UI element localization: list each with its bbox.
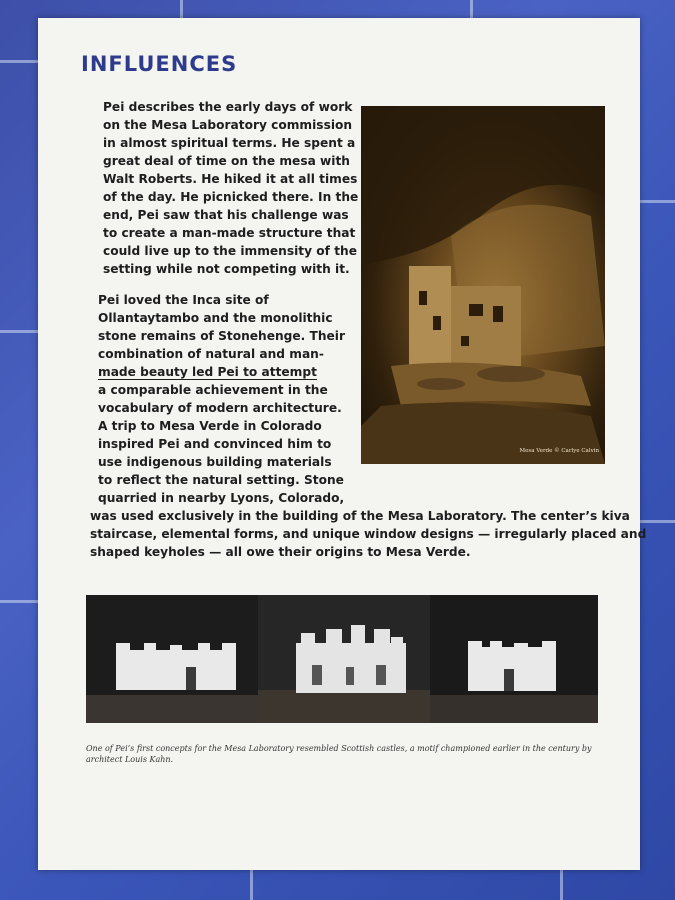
text-line: setting while not competing with it. <box>103 262 350 276</box>
cliff-dwelling-illustration <box>361 106 605 464</box>
text-line: A trip to Mesa Verde in Colorado <box>98 419 322 433</box>
text-line: was used exclusively in the building of the Mesa Laboratory. The center’s kiva <box>90 509 630 523</box>
text-line: shaped keyholes — all owe their origins to Mesa Verde. <box>90 545 471 559</box>
background-grid-line <box>560 870 563 900</box>
text-line: could live up to the immensity of the <box>103 244 357 258</box>
text-line: made beauty led Pei to attempt <box>98 365 317 379</box>
castle-model-front-right <box>468 641 556 691</box>
background-grid-line <box>640 200 675 203</box>
background-grid-line <box>0 600 38 603</box>
text-line: inspired Pei and convinced him to <box>98 437 332 451</box>
text-line: quarried in nearby Lyons, Colorado, <box>98 491 345 505</box>
text-line: use indigenous building materials <box>98 455 332 469</box>
text-line: staircase, elemental forms, and unique window designs — irregularly placed and <box>90 527 647 541</box>
image-caption: One of Pei’s first concepts for the Mesa Laboratory resembled Scottish castles, a motif championed earlier in the century by architect Louis Kahn. <box>86 744 592 764</box>
text-line: great deal of time on the mesa with <box>103 154 350 168</box>
text-line: in almost spiritual terms. He spent a <box>103 136 356 150</box>
text-line: to reflect the natural setting. Stone <box>98 473 344 487</box>
text-line: end, Pei saw that his challenge was <box>103 208 349 222</box>
text-line: Pei loved the Inca site of <box>98 293 269 307</box>
mesa-verde-photo <box>361 106 605 464</box>
paragraph-2-continued <box>90 507 646 561</box>
paragraph-1 <box>103 98 358 278</box>
text-line: a comparable achievement in the <box>98 383 328 397</box>
castle-model-front-left <box>116 643 236 690</box>
architecture-models-photo <box>86 595 598 723</box>
text-line: Ollantaytambo and the monolithic <box>98 311 333 325</box>
background-grid-line <box>0 330 38 333</box>
text-line: Pei describes the early days of work <box>103 100 353 114</box>
exhibit-panel <box>38 18 647 870</box>
model-photos-strip <box>86 595 598 723</box>
background-grid-line <box>180 0 183 18</box>
background-grid-line <box>250 870 253 900</box>
text-line: on the Mesa Laboratory commission <box>103 118 353 132</box>
text-line: to create a man-made structure that <box>103 226 356 240</box>
panel-title: INFLUENCES <box>81 52 238 76</box>
text-line: of the day. He picnicked there. In the <box>103 190 359 204</box>
text-line: vocabulary of modern architecture. <box>98 401 342 415</box>
paragraph-2 <box>98 291 345 507</box>
text-line: combination of natural and man- <box>98 347 324 361</box>
castle-model-aerial <box>296 625 406 693</box>
text-line: Walt Roberts. He hiked it at all times <box>103 172 358 186</box>
text-line: stone remains of Stonehenge. Their <box>98 329 345 343</box>
background-grid-line <box>0 60 38 63</box>
photo-credit: Mesa Verde © Carlye Calvin <box>519 448 599 454</box>
background-grid-line <box>470 0 473 18</box>
